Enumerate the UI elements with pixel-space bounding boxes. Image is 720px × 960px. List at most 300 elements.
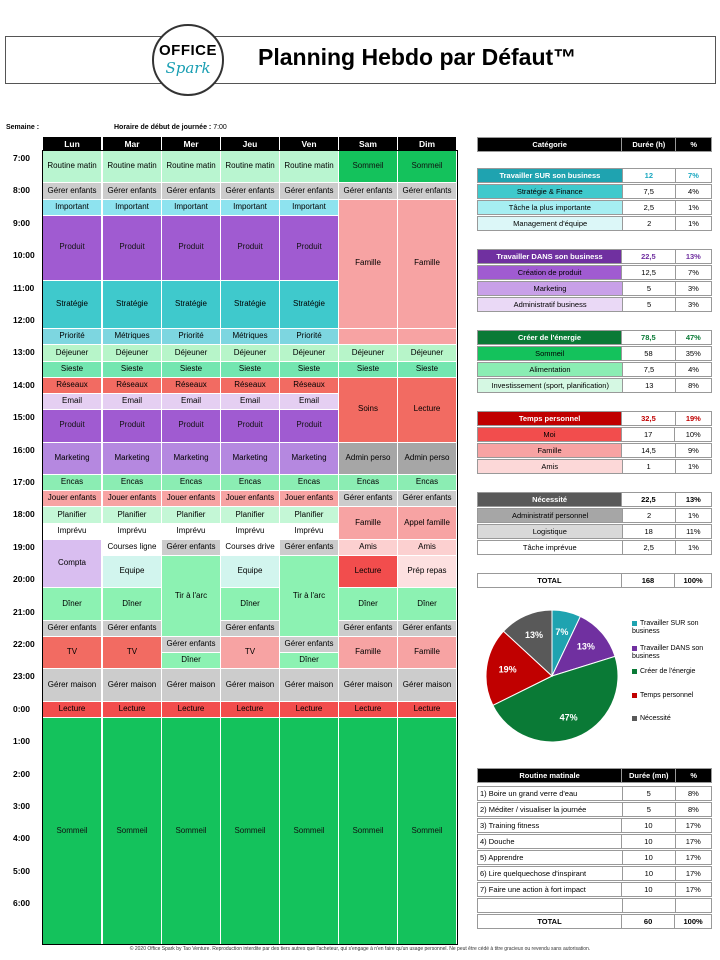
planning-cell: Prép repas (398, 556, 457, 588)
routine-row (477, 914, 712, 929)
table-row (477, 540, 712, 555)
table-row (477, 137, 712, 152)
table-row (477, 200, 712, 215)
hour-label: 14:00 (5, 380, 41, 390)
planning-cell: Amis (339, 540, 398, 556)
planning-cell: Produit (280, 410, 339, 442)
cell: Administratif business (478, 298, 623, 312)
planning-cell: Planifier (43, 507, 102, 523)
cell: Nécessité (478, 493, 622, 507)
planning-cell: Gérer maison (43, 669, 102, 701)
planning-cell: Sommeil (339, 718, 398, 945)
planning-cell: Sieste (162, 362, 221, 378)
planning-cell: Jouer enfants (103, 491, 162, 507)
planning-cell: Métriques (103, 329, 162, 345)
cell: 60 (622, 915, 675, 929)
cell: 3% (675, 298, 711, 312)
planning-cell: Gérer enfants (398, 183, 457, 199)
planning-cell: Jouer enfants (221, 491, 280, 507)
planning-cell: Sommeil (103, 718, 162, 945)
planning-cell: Planifier (280, 507, 339, 523)
planning-cell: Marketing (103, 443, 162, 475)
cell: 58 (622, 347, 675, 361)
cell: 5 (623, 298, 676, 312)
planning-cell: Imprévu (43, 524, 102, 540)
planning-cell: Email (280, 394, 339, 410)
planning-cell: Email (43, 394, 102, 410)
cell: 17% (675, 819, 711, 833)
planning-cell: Famille (339, 507, 398, 539)
planning-cell: Planifier (221, 507, 280, 523)
pie-label: 13% (576, 641, 595, 652)
cell: Durée (h) (622, 138, 676, 152)
planning-cell: Admin perso (339, 443, 398, 475)
cell: Créer de l'énergie (478, 331, 622, 345)
table-row (477, 249, 712, 264)
cell: 1% (675, 541, 711, 555)
hour-label: 0:00 (5, 704, 41, 714)
hour-label: 22:00 (5, 639, 41, 649)
planning-cell: Produit (162, 410, 221, 442)
planning-cell: Réseaux (103, 378, 162, 394)
planning-cell: Gérer enfants (280, 540, 339, 556)
cell: 47% (675, 331, 711, 345)
cell: 7) Faire une action à fort impact (478, 883, 622, 897)
planning-cell: Sommeil (162, 718, 221, 945)
planning-cell: Important (162, 200, 221, 216)
hour-label: 12:00 (5, 315, 41, 325)
planning-cell: Gérer enfants (162, 183, 221, 199)
horaire-label (114, 124, 227, 131)
logo-line2: Spark (165, 59, 211, 77)
table-row (477, 362, 712, 377)
planning-cell: Stratégie (43, 281, 102, 330)
legend-label: Créer de l'énergie (640, 668, 696, 675)
cell: 3% (675, 282, 711, 296)
table-row (477, 330, 712, 345)
legend-entry (632, 668, 714, 676)
planning-cell: Encas (280, 475, 339, 491)
table-row (477, 443, 712, 458)
cell: 4% (675, 185, 711, 199)
hour-label: 9:00 (5, 218, 41, 228)
planning-cell: Stratégie (103, 281, 162, 330)
cell: 10 (622, 835, 675, 849)
cell: Marketing (478, 282, 623, 296)
planning-cell: Famille (398, 200, 457, 330)
planning-cell: Déjeuner (43, 345, 102, 361)
cell: 8% (676, 379, 712, 393)
footer-copyright: © 2020 Office Spark by Tao Venture. Reproduction interdite par des tiers autres que l'acheteur, qui s'engage à n'en faire qu'un usage personnel. Ne peut être cédé à titre gracieux ou revendu sans autorisation. (129, 946, 591, 952)
cell (478, 899, 623, 913)
legend-swatch (632, 716, 637, 721)
cell: 100% (675, 574, 712, 588)
planning-cell: Appel famille (398, 507, 457, 539)
planning-cell: Gérer maison (339, 669, 398, 701)
planning-cell: Marketing (43, 443, 102, 475)
planning-cell: Gérer enfants (280, 637, 339, 653)
cell: 2 (623, 217, 676, 231)
planning-cell (398, 329, 457, 345)
planning-cell: Imprévu (162, 524, 221, 540)
planning-cell: Imprévu (280, 524, 339, 540)
legend-swatch (632, 693, 637, 698)
cell: 17% (675, 835, 711, 849)
legend-entry (632, 692, 714, 700)
planning-cell: Stratégie (162, 281, 221, 330)
routine-row (477, 818, 712, 833)
planning-cell: TV (43, 637, 102, 669)
planning-cell: Email (221, 394, 280, 410)
planning-cell: Métriques (221, 329, 280, 345)
legend-label: Temps personnel (640, 692, 694, 699)
planning-cell: Email (103, 394, 162, 410)
planning-cell: Lecture (339, 556, 398, 588)
day-header-ven: Ven (280, 137, 338, 150)
hour-label: 10:00 (5, 250, 41, 260)
planning-cell: Priorité (280, 329, 339, 345)
planning-cell: Important (103, 200, 162, 216)
cell: 11% (675, 525, 711, 539)
legend-entry (632, 620, 714, 636)
day-header-lun: Lun (43, 137, 101, 150)
planning-cell: Lecture (103, 702, 162, 718)
horaire-label-text: Horaire de début de journée : (114, 124, 212, 131)
cell: 4) Douche (478, 835, 622, 849)
planning-cell: Gérer enfants (339, 183, 398, 199)
table-row (477, 346, 712, 361)
cell: 4% (676, 363, 712, 377)
hour-column (5, 150, 43, 930)
hour-label: 7:00 (5, 153, 41, 163)
planning-cell: Equipe (221, 556, 280, 588)
cell: Tâche la plus importante (478, 201, 623, 215)
hour-label: 3:00 (5, 801, 41, 811)
cell: 6) Lire quelquechose d'inspirant (478, 867, 623, 881)
cell: 2) Méditer / visualiser la journée (478, 803, 623, 817)
cell: 7,5 (622, 363, 675, 377)
cell: 35% (675, 347, 711, 361)
cell: Routine matinale (478, 769, 622, 783)
planning-cell: Déjeuner (398, 345, 457, 361)
cell: Temps personnel (478, 412, 622, 426)
planning-cell: Gérer enfants (221, 183, 280, 199)
planning-cell: Gérer maison (103, 669, 162, 701)
cell: Moi (478, 428, 622, 442)
cell: 1 (622, 460, 675, 474)
cell: 5 (622, 787, 675, 801)
table-row (477, 573, 712, 588)
planning-cell: Dîner (162, 653, 221, 669)
planning-cell: Lecture (280, 702, 339, 718)
planning-cell: Amis (398, 540, 457, 556)
planning-cell: Dîner (339, 588, 398, 620)
planning-cell: Réseaux (280, 378, 339, 394)
planning-cell: Priorité (162, 329, 221, 345)
cell: 22,5 (622, 250, 676, 264)
planning-cell: Lecture (398, 702, 457, 718)
pie-label: 19% (498, 664, 517, 675)
legend-label: Travailler SUR son business (632, 620, 699, 636)
cell: 17% (675, 851, 711, 865)
planning-cell: Dîner (43, 588, 102, 620)
hour-label: 2:00 (5, 769, 41, 779)
planning-cell: Dîner (280, 653, 339, 669)
routine-row (477, 898, 712, 913)
planning-cell: Réseaux (221, 378, 280, 394)
cell: Logistique (478, 525, 623, 539)
pie-label: 7% (555, 627, 569, 638)
cell: 8% (675, 787, 711, 801)
table-row (477, 492, 712, 507)
cell: 13% (675, 493, 711, 507)
cell: 17% (675, 867, 711, 881)
day-header-dim: Dim (398, 137, 456, 150)
planning-cell: Produit (43, 410, 102, 442)
planning-cell: Marketing (162, 443, 221, 475)
hour-label: 15:00 (5, 412, 41, 422)
planning-cell: Gérer enfants (162, 540, 221, 556)
planning-cell: Routine matin (221, 151, 280, 183)
planning-cell (339, 329, 398, 345)
cell: TOTAL (478, 574, 622, 588)
cell: 13 (623, 379, 676, 393)
cell: Management d'équipe (478, 217, 623, 231)
planning-cell: Routine matin (43, 151, 102, 183)
cell: 13% (675, 250, 711, 264)
planning-cell: Lecture (221, 702, 280, 718)
cell (676, 899, 712, 913)
planning-cell: Sommeil (221, 718, 280, 945)
planning-cell: Routine matin (162, 151, 221, 183)
cell: Tâche imprévue (478, 541, 623, 555)
day-header-mar: Mar (103, 137, 161, 150)
planning-cell: Gérer enfants (221, 621, 280, 637)
planning-cell: Equipe (103, 556, 162, 588)
table-row (477, 459, 712, 474)
cell: 7,5 (622, 185, 675, 199)
planning-cell: Email (162, 394, 221, 410)
planning-cell: Gérer enfants (162, 637, 221, 653)
planning-cell: Jouer enfants (162, 491, 221, 507)
planning-cell: Lecture (398, 378, 457, 443)
hour-label: 6:00 (5, 898, 41, 908)
cell: Création de produit (478, 266, 622, 280)
routine-row (477, 882, 712, 897)
planning-cell: Produit (103, 216, 162, 281)
planning-cell: Compta (43, 540, 102, 589)
cell: 12,5 (622, 266, 676, 280)
planning-cell: Sommeil (398, 718, 457, 945)
planning-cell: Sommeil (43, 718, 102, 945)
planning-cell: Réseaux (162, 378, 221, 394)
hour-label: 19:00 (5, 542, 41, 552)
planning-cell: Déjeuner (162, 345, 221, 361)
planning-cell: Lecture (162, 702, 221, 718)
cell: 5 (622, 282, 675, 296)
cell: 78,5 (622, 331, 676, 345)
cell: 5 (622, 803, 675, 817)
planning-cell: Sieste (339, 362, 398, 378)
planning-cell: Tir à l'arc (162, 556, 221, 637)
planning-cell: Jouer enfants (43, 491, 102, 507)
routine-row (477, 850, 712, 865)
horaire-value: 7:00 (213, 124, 227, 131)
cell: Travailler DANS son business (478, 250, 622, 264)
planning-cell: Produit (221, 410, 280, 442)
planning-cell: Gérer enfants (43, 183, 102, 199)
table-row (477, 265, 712, 280)
planning-cell: Gérer maison (162, 669, 221, 701)
cell: 17% (675, 883, 711, 897)
planning-cell: Soins (339, 378, 398, 443)
planning-cell: Sommeil (339, 151, 398, 183)
legend-swatch (632, 646, 637, 651)
category-pie-chart (484, 608, 620, 744)
cell: 19% (675, 412, 711, 426)
planning-cell: Important (43, 200, 102, 216)
planning-cell: Encas (339, 475, 398, 491)
cell: 10 (622, 851, 675, 865)
planning-cell: Important (280, 200, 339, 216)
routine-row (477, 866, 712, 881)
hour-label: 21:00 (5, 607, 41, 617)
pie-label: 13% (524, 629, 544, 640)
cell: 12 (622, 169, 675, 183)
day-header-mer: Mer (162, 137, 220, 150)
planning-cell: Tir à l'arc (280, 556, 339, 637)
planning-cell: Gérer enfants (339, 621, 398, 637)
cell: 2 (623, 509, 676, 523)
planning-cell: Admin perso (398, 443, 457, 475)
planning-cell: Dîner (103, 588, 162, 620)
routine-row (477, 834, 712, 849)
planning-cell: Gérer enfants (43, 621, 102, 637)
planning-cell: Gérer enfants (280, 183, 339, 199)
routine-row (477, 786, 712, 801)
planning-cell: Courses ligne (103, 540, 162, 556)
planning-cell: Gérer enfants (339, 491, 398, 507)
planning-cell: Encas (43, 475, 102, 491)
cell: 1% (675, 460, 711, 474)
planning-cell: Gérer maison (221, 669, 280, 701)
cell: 10 (622, 867, 675, 881)
planning-cell: Stratégie (221, 281, 280, 330)
cell: TOTAL (478, 915, 622, 929)
cell: % (676, 138, 712, 152)
planning-cell: Sommeil (280, 718, 339, 945)
cell: 100% (675, 915, 712, 929)
planning-cell: Famille (398, 637, 457, 669)
planning-cell: Produit (280, 216, 339, 281)
planning-cell: Imprévu (103, 524, 162, 540)
page-title: Planning Hebdo par Défaut™ (258, 44, 577, 70)
cell: 7% (675, 169, 711, 183)
planning-cell: Gérer enfants (103, 183, 162, 199)
planning-cell: Gérer maison (280, 669, 339, 701)
cell: 1) Boire un grand verre d'eau (478, 787, 623, 801)
planning-cell: Planifier (103, 507, 162, 523)
hour-label: 13:00 (5, 347, 41, 357)
table-row (477, 281, 712, 296)
planning-cell: Produit (103, 410, 162, 442)
office-spark-logo (152, 24, 224, 96)
cell: 22,5 (622, 493, 675, 507)
cell: 10 (622, 819, 675, 833)
routine-row (477, 768, 712, 783)
planning-cell: Sieste (280, 362, 339, 378)
cell: 14,5 (622, 444, 676, 458)
cell: 2,5 (622, 201, 675, 215)
planning-cell: Produit (162, 216, 221, 281)
planning-cell: Gérer enfants (398, 491, 457, 507)
planning-cell: Routine matin (103, 151, 162, 183)
table-row (477, 508, 712, 523)
planning-cell: Déjeuner (339, 345, 398, 361)
hour-label: 23:00 (5, 671, 41, 681)
planning-cell: Courses drive (221, 540, 280, 556)
cell: Alimentation (478, 363, 623, 377)
legend-label: Travailler DANS son business (632, 645, 704, 661)
planning-cell: Dîner (398, 588, 457, 620)
hour-label: 8:00 (5, 185, 41, 195)
hour-label: 1:00 (5, 736, 41, 746)
planning-cell: Important (221, 200, 280, 216)
cell: Famille (478, 444, 622, 458)
planning-cell: Encas (221, 475, 280, 491)
planning-cell: Déjeuner (221, 345, 280, 361)
planning-cell: Priorité (43, 329, 102, 345)
legend-swatch (632, 669, 637, 674)
planning-cell: Encas (162, 475, 221, 491)
planning-cell: Gérer enfants (398, 621, 457, 637)
legend-swatch (632, 621, 637, 626)
table-row (477, 168, 712, 183)
cell: 17 (621, 428, 674, 442)
cell: 10% (675, 428, 712, 442)
cell: Stratégie & Finance (478, 185, 623, 199)
table-row (477, 184, 712, 199)
planning-cell: Famille (339, 637, 398, 669)
cell: 5) Apprendre (478, 851, 623, 865)
legend-entry (632, 715, 714, 723)
planning-cell: Jouer enfants (280, 491, 339, 507)
planning-cell: Produit (43, 216, 102, 281)
cell: 9% (675, 444, 711, 458)
routine-row (477, 802, 712, 817)
planning-cell: Encas (398, 475, 457, 491)
cell: 3) Training fitness (478, 819, 622, 833)
hour-label: 17:00 (5, 477, 41, 487)
planning-cell: Marketing (221, 443, 280, 475)
cell: 1% (675, 509, 711, 523)
cell: 32,5 (622, 412, 675, 426)
cell: 8% (675, 803, 711, 817)
legend-label: Nécessité (640, 715, 671, 722)
planning-cell: Routine matin (280, 151, 339, 183)
planning-cell: Sommeil (398, 151, 457, 183)
planning-cell: Famille (339, 200, 398, 330)
table-row (477, 297, 712, 312)
planning-cell: Marketing (280, 443, 339, 475)
planning-cell: Sieste (103, 362, 162, 378)
hour-label: 16:00 (5, 445, 41, 455)
cell (622, 899, 675, 913)
hour-label: 11:00 (5, 283, 41, 293)
cell: Sommeil (478, 347, 622, 361)
cell: Travailler SUR son business (478, 169, 623, 183)
table-row (477, 216, 712, 231)
